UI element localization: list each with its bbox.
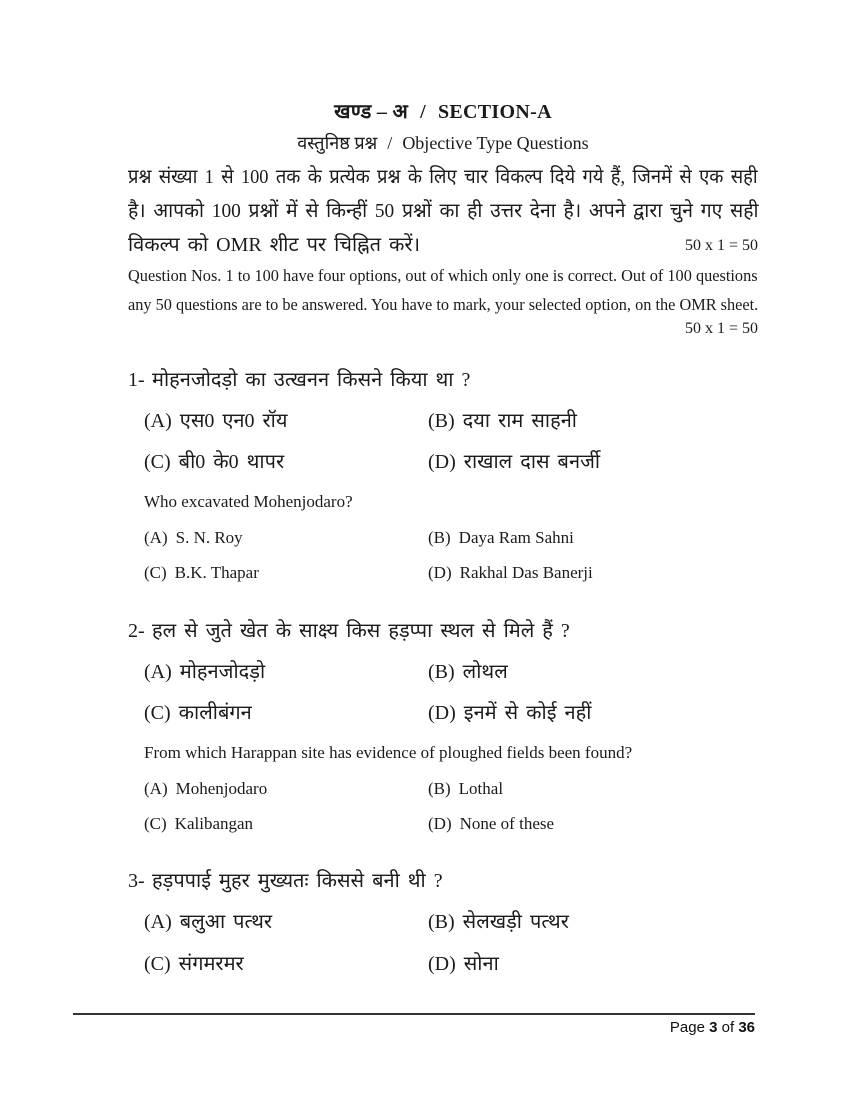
section-heading-slash: /: [420, 101, 426, 123]
instructions-hindi-line-1: प्रश्न संख्या 1 से 100 तक के प्रत्येक प्रश्न के लिए चार विकल्प दिये गये हैं, जिनमें से एक सही: [128, 166, 758, 188]
instructions-hindi-line-2: है। आपको 100 प्रश्नों में से किन्हीं 50 प्रश्नों का ही उत्तर देना है। अपने द्वारा चुने गए सही: [128, 200, 759, 222]
question-1-number: 1-: [128, 369, 145, 391]
option-text: सोना: [463, 953, 499, 975]
option-text: Mohenjodaro: [175, 779, 268, 798]
option-text: सेलखड़ी पत्थर: [462, 911, 569, 933]
option-text: लोथल: [462, 661, 508, 683]
option-label: (A): [144, 911, 172, 933]
question-2-option-b-english: [428, 778, 503, 800]
footer-of-word: of: [721, 1019, 735, 1036]
question-1-english: Who excavated Mohenjodaro?: [144, 492, 353, 511]
question-2-option-d-hindi: [428, 699, 591, 727]
question-2-number: 2-: [128, 620, 145, 642]
option-text: None of these: [459, 814, 555, 833]
option-label: (D): [428, 814, 452, 833]
option-text: इनमें से कोई नहीं: [463, 702, 592, 724]
section-heading-hindi: खण्ड – अ: [334, 101, 409, 123]
option-label: (A): [144, 410, 172, 432]
footer-divider: [73, 1013, 755, 1015]
option-label: (A): [144, 661, 172, 683]
option-label: (B): [428, 661, 455, 683]
option-text: B.K. Thapar: [174, 563, 259, 582]
option-text: कालीबंगन: [178, 702, 252, 724]
option-text: दया राम साहनी: [462, 410, 577, 432]
option-text: संगमरमर: [178, 953, 244, 975]
option-label: (B): [428, 410, 455, 432]
option-label: (A): [144, 779, 168, 798]
option-text: S. N. Roy: [175, 528, 243, 547]
question-3-option-c-hindi: [144, 950, 244, 978]
question-2-option-a-hindi: [144, 658, 265, 686]
option-label: (B): [428, 779, 451, 798]
option-text: बी0 के0 थापर: [178, 451, 285, 473]
option-label: (C): [144, 702, 171, 724]
question-2-option-a-english: [144, 778, 267, 800]
option-label: (C): [144, 451, 171, 473]
footer-page-number: 3: [709, 1019, 718, 1036]
footer-total-pages: 36: [738, 1019, 755, 1036]
marks-scheme-hindi: 50 x 1 = 50: [684, 237, 758, 254]
option-label: (B): [428, 911, 455, 933]
option-text: Lothal: [458, 779, 504, 798]
question-1-option-d-hindi: [428, 448, 600, 476]
question-3-option-d-hindi: [428, 950, 499, 978]
footer-page-word: Page: [669, 1019, 705, 1036]
question-1-option-d-english: [428, 562, 593, 584]
instructions-hindi-line-3: विकल्प को OMR शीट पर चिह्नित करें।: [128, 234, 421, 256]
option-text: एस0 एन0 रॉय: [179, 410, 288, 432]
option-text: बलुआ पत्थर: [179, 911, 273, 933]
option-text: राखाल दास बनर्जी: [463, 451, 601, 473]
question-1-option-b-english: [428, 527, 574, 549]
question-2-option-d-english: [428, 813, 554, 835]
section-subheading-slash: /: [387, 133, 393, 153]
option-label: (C): [144, 814, 167, 833]
section-subheading-hindi: वस्तुनिष्ठ प्रश्न: [297, 133, 378, 153]
question-2-english: From which Harappan site has evidence of ploughed fields been found?: [144, 743, 633, 762]
question-1-hindi: [128, 366, 470, 394]
section-subheading-english: Objective Type Questions: [402, 133, 589, 153]
section-subheading: [128, 131, 758, 155]
question-1-option-a-hindi: [144, 407, 287, 435]
question-1-text-hindi: मोहनजोदड़ो का उत्खनन किसने किया था ?: [152, 369, 471, 391]
option-label: (B): [428, 528, 451, 547]
option-text: Kalibangan: [174, 814, 254, 833]
question-1-option-c-hindi: [144, 448, 284, 476]
option-label: (C): [144, 563, 167, 582]
instructions-english-line-2: any 50 questions are to be answered. You have to mark, your selected option, on the OMR sheet.: [128, 295, 759, 314]
question-2-option-c-hindi: [144, 699, 252, 727]
question-3-option-b-hindi: [428, 908, 569, 936]
option-label: (D): [428, 953, 456, 975]
question-1-option-a-english: [144, 527, 243, 549]
section-heading: [128, 97, 758, 124]
option-text: Rakhal Das Banerji: [459, 563, 593, 582]
option-label: (C): [144, 953, 171, 975]
option-label: (D): [428, 451, 456, 473]
question-3-text-hindi: हड़पपाई मुहर मुख्यतः किससे बनी थी ?: [152, 870, 443, 892]
marks-scheme-english: 50 x 1 = 50: [684, 320, 758, 337]
question-2-hindi: [128, 617, 570, 645]
option-label: (A): [144, 528, 168, 547]
question-3-number: 3-: [128, 870, 145, 892]
option-label: (D): [428, 563, 452, 582]
instructions-english-line-1: Question Nos. 1 to 100 have four options, out of which only one is correct. Out of 100 questions: [128, 266, 758, 285]
question-3-option-a-hindi: [144, 908, 272, 936]
question-2-option-b-hindi: [428, 658, 508, 686]
option-text: मोहनजोदड़ो: [179, 661, 266, 683]
question-1-option-b-hindi: [428, 407, 577, 435]
option-label: (D): [428, 702, 456, 724]
question-2-option-c-english: [144, 813, 253, 835]
section-heading-english: SECTION-A: [437, 101, 552, 123]
question-2-text-hindi: हल से जुते खेत के साक्ष्य किस हड़प्पा स्थल से मिले हैं ?: [152, 620, 570, 642]
option-text: Daya Ram Sahni: [458, 528, 574, 547]
question-3-hindi: [128, 867, 443, 895]
page-number-footer: [73, 1019, 755, 1036]
question-1-option-c-english: [144, 562, 259, 584]
